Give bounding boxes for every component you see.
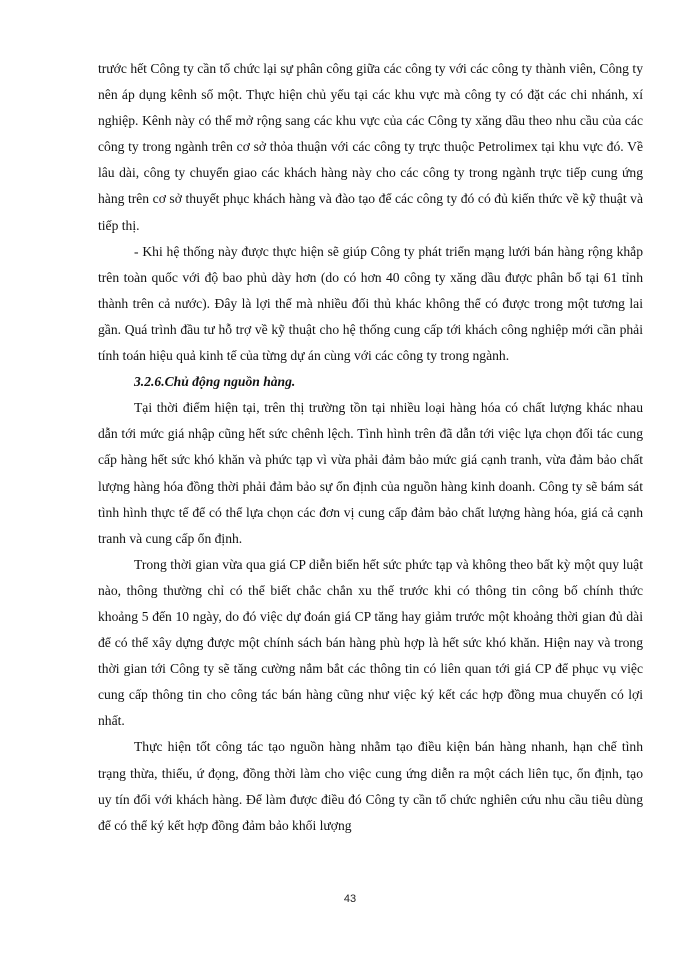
section-heading: 3.2.6.Chủ động nguồn hàng. [134,374,296,390]
paragraph-bullet-network: - Khi hệ thống này được thực hiện sẽ giúp Công ty phát triển mạng lưới bán hàng rộng khắp trên toàn quốc với độ bao phủ dày hơn (do có hơn 40 công ty xăng dầu được phân bố tại 61 tỉnh thành trên cả nước). Đây là lợi thế mà nhiều đối thủ khác không thể có được trong một tương lai gần. Quá trình đầu tư hỗ trợ về kỹ thuật cho hệ thống cung cấp tới khách công nghiệp mới cần phải tính toán hiệu quả kinh tế của từng dự án cùng với các công ty trong ngành. [98,243,643,364]
paragraph-market-quality: Tại thời điểm hiện tại, trên thị trường tồn tại nhiều loại hàng hóa có chất lượng khác nhau dẫn tới mức giá nhập cũng hết sức chênh lệch. Tình hình trên đã dẫn tới việc lựa chọn đối tác cung cấp hàng hết sức khó khăn và phức tạp vì vừa phải đảm bảo mức giá cạnh tranh, vừa đảm bảo chất lượng hàng hóa đồng thời phải đảm bảo sự ổn định của nguồn hàng kinh doanh. Công ty sẽ bám sát tình hình thực tế để có thể lựa chọn các đơn vị cung cấp đảm bảo chất lượng hàng hóa, giá cả cạnh tranh và cung cấp ổn định. [98,400,643,546]
paragraph-sourcing: Thực hiện tốt công tác tạo nguồn hàng nhằm tạo điều kiện bán hàng nhanh, hạn chế tình trạng thừa, thiếu, ứ đọng, đồng thời làm cho việc cung ứng diễn ra một cách liên tục, ổn định, tạo uy tín đối với khách hàng. Để làm được điều đó Công ty cần tổ chức nghiên cứu nhu cầu tiêu dùng để có thể ký kết hợp đồng đảm bảo khối lượng [98,739,643,833]
page-number: 43 [343,893,357,905]
paragraph-price-cp: Trong thời gian vừa qua giá CP diễn biến hết sức phức tạp và không theo bất kỳ một quy luật nào, thông thường chỉ có thể biết chắc chắn xu thế trước khi có thông tin công bố chính thức khoảng 5 đến 10 ngày, do đó việc dự đoán giá CP tăng hay giảm trước một khoảng thời gian đủ dài để có thể xây dựng được một chính sách bán hàng phù hợp là hết sức khó khăn. Hiện nay và trong thời gian tới Công ty sẽ tăng cường nắm bắt các thông tin có liên quan tới giá CP để phục vụ việc cung cấp thông tin cho công tác bán hàng cũng như việc ký kết các hợp đồng mua chuyến có lợi nhất. [98,556,643,729]
paragraph-continuation: trước hết Công ty cần tổ chức lại sự phân công giữa các công ty với các công ty thành viên, Công ty nên áp dụng kênh số một. Thực hiện chủ yếu tại các khu vực mà công ty có đặt các chi nhánh, xí nghiệp. Kênh này có thể mở rộng sang các khu vực của các Công ty xăng dầu theo nhu cầu của các công ty trong ngành trên cơ sở thỏa thuận với các công ty trực thuộc Petrolimex tại khu vực đó. Về lâu dài, công ty chuyển giao các khách hàng này cho các công ty trong ngành trực tiếp cung ứng hàng trên cơ sở thuyết phục khách hàng và đào tạo để các công ty đó có đủ kiến thức về kỹ thuật và tiếp thị. [98,61,643,233]
document-page [98,56,643,839]
